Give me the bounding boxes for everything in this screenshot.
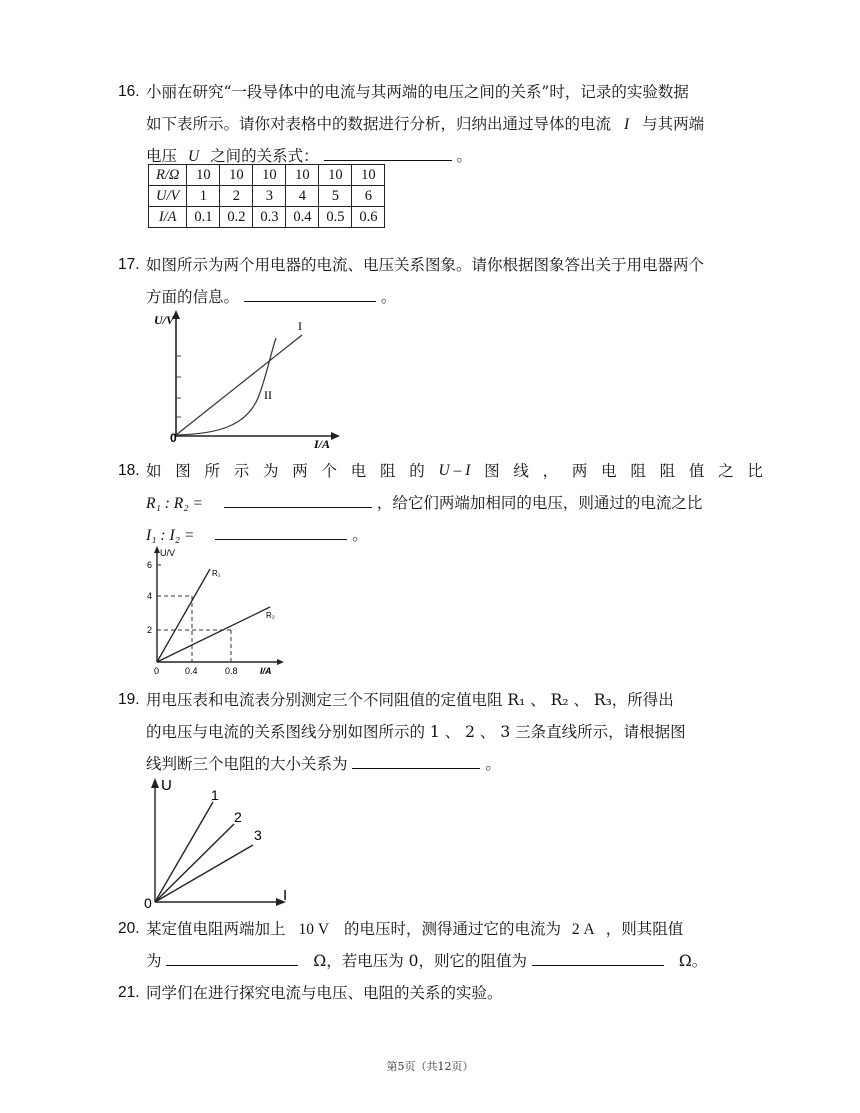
table-cell: 2 — [220, 186, 253, 207]
ratio-R1-R2: R₁ : R₂ = — [146, 495, 203, 512]
answer-blank[interactable] — [166, 947, 298, 966]
x-tick-label: 0.4 — [185, 666, 198, 676]
table-cell: 6 — [352, 186, 385, 207]
voltage-value: 10 V — [298, 921, 330, 938]
table-cell: 0.3 — [253, 207, 286, 228]
question-text-line: R₁ : R₂ = ，给它们两端加相同的电压，则通过的电流之比 — [146, 487, 702, 520]
text-char: U – I — [438, 462, 471, 479]
question-text-line: 线判断三个电阻的大小关系为 。 — [146, 748, 501, 780]
text-char: 为 — [263, 462, 279, 480]
line-1-label: 1 — [211, 787, 219, 803]
table-cell: 3 — [253, 186, 286, 207]
question-text-line: 电压 U 之间的关系式： 。 — [146, 140, 472, 173]
text-char: 阻 — [659, 462, 676, 480]
text-char: 所 — [204, 462, 221, 480]
text-char: 示 — [233, 462, 250, 480]
page-footer: 第5页（共12页） — [386, 1060, 474, 1073]
table-cell: 10 — [187, 165, 220, 186]
y-tick-label: 2 — [147, 625, 153, 635]
answer-blank[interactable] — [532, 947, 664, 966]
row-label: I/A — [149, 207, 187, 228]
question-text-line: 的电压与电流的关系图线分别如图所示的 1 、 2 、 3 三条直线所示，请根据图 — [146, 723, 686, 741]
q17-ui-graph — [148, 308, 348, 450]
table-cell: 0.1 — [187, 207, 220, 228]
line-1 — [155, 802, 213, 902]
x-axis-label: I/A — [314, 437, 331, 450]
table-row — [149, 207, 385, 228]
line-2-label: 2 — [234, 809, 242, 825]
table-cell: 10 — [220, 165, 253, 186]
row-label: U/V — [149, 186, 187, 207]
text-char: 两 — [571, 462, 588, 480]
origin-label: 0 — [144, 895, 152, 910]
question-text-line: 用电压表和电流表分别测定三个不同阻值的定值电阻 R₁ 、 R₂ 、 R₃，所得出 — [146, 691, 674, 709]
table-cell: 4 — [286, 186, 319, 207]
question-number: 18. — [118, 462, 140, 479]
line-I — [176, 335, 302, 435]
line-R2 — [157, 607, 270, 662]
table-row — [149, 186, 385, 207]
text-char: 如 — [146, 462, 162, 480]
text-char: 电 — [601, 462, 617, 480]
text-char: 阻 — [630, 462, 646, 480]
question-text-line: 如下表所示。请你对表格中的数据进行分析，归纳出通过导体的电流 I 与其两端 — [146, 115, 705, 133]
answer-blank[interactable] — [215, 521, 347, 540]
table-cell: 5 — [319, 186, 352, 207]
text-char: 图 — [175, 462, 191, 480]
question-text-line: I₁ : I₂ = 。 — [146, 519, 368, 552]
table-cell: 0.2 — [220, 207, 253, 228]
text-char: ， — [542, 462, 559, 480]
text-char: 两 — [292, 462, 308, 480]
x-tick-label: 0.8 — [225, 666, 238, 676]
text-char: 图 — [484, 462, 500, 480]
table-cell: 10 — [286, 165, 319, 186]
ratio-I1-I2: I₁ : I₂ = — [146, 527, 195, 544]
question-text-line: 方面的信息。 。 — [146, 281, 396, 313]
question-number: 19. — [118, 691, 140, 708]
line-R1 — [157, 569, 210, 662]
answer-blank[interactable] — [244, 283, 376, 302]
x-tick-label: 0 — [154, 666, 160, 676]
table-row — [149, 165, 385, 186]
question-number: 21. — [118, 984, 140, 1001]
variable-U: U — [187, 148, 200, 165]
table-cell: 0.6 — [352, 207, 385, 228]
curve-II — [176, 338, 276, 435]
question-text-line: 为 Ω，若电压为 0，则它的阻值为 Ω。 — [146, 945, 707, 977]
question-text-line: 小丽在研究“一段导体中的电流与其两端的电压之间的关系”时，记录的实验数据 — [146, 83, 689, 101]
text-char: 个 — [321, 462, 338, 480]
row-label: R/Ω — [149, 165, 187, 186]
answer-blank[interactable] — [324, 142, 452, 161]
text-char: 阻 — [380, 462, 396, 480]
question-text-line: 如图所示为两个用电器的电流、电压关系图象。请你根据图象答出关于用电器两个 — [146, 256, 705, 274]
line-R2-label: R₂ — [266, 611, 275, 620]
table-cell: 10 — [352, 165, 385, 186]
curve-II-label: II — [264, 388, 272, 402]
guide-lines — [157, 596, 231, 662]
x-axis-label: I/A — [260, 666, 272, 676]
text-char: 值 — [688, 462, 705, 480]
x-axis-label: I — [283, 887, 288, 904]
table-cell: 10 — [253, 165, 286, 186]
question-text-line — [146, 455, 763, 487]
text-char: 之 — [718, 462, 734, 480]
line-3-label: 3 — [254, 827, 262, 843]
table-cell: 0.5 — [319, 207, 352, 228]
variable-I: I — [623, 116, 630, 133]
question-number: 17. — [118, 256, 140, 273]
answer-blank[interactable] — [224, 489, 372, 508]
line-I-label: I — [298, 319, 302, 333]
question-number: 16. — [118, 83, 140, 100]
current-value: 2 A — [571, 921, 595, 938]
y-tick-label: 6 — [147, 560, 153, 570]
y-axis-label: U — [161, 777, 172, 794]
y-axis-arrow — [151, 778, 159, 788]
text-char: 线 — [513, 462, 529, 480]
table-cell: 10 — [319, 165, 352, 186]
x-axis-arrow — [277, 659, 284, 665]
line-R1-label: R₁ — [212, 569, 221, 578]
question-text-line: 某定值电阻两端加上 10 V 的电压时，测得通过它的电流为 2 A ，则其阻值 — [146, 920, 684, 938]
question-text-line: 同学们在进行探究电流与电压、电阻的关系的实验。 — [146, 984, 503, 1002]
question-number: 20. — [118, 920, 140, 937]
x-axis-arrow — [331, 432, 340, 440]
text-char: 的 — [409, 462, 425, 480]
answer-blank[interactable] — [352, 750, 480, 769]
text-char: 电 — [350, 462, 367, 480]
text-char: 比 — [747, 462, 763, 480]
q18-ui-graph — [140, 544, 290, 680]
y-axis-label: U/V — [160, 548, 176, 558]
table-cell: 1 — [187, 186, 220, 207]
y-axis-label: U/V — [154, 313, 175, 327]
data-table — [148, 164, 385, 228]
y-tick-label: 4 — [147, 591, 153, 601]
q19-ui-graph — [142, 774, 302, 910]
table-cell: 0.4 — [286, 207, 319, 228]
origin-label: 0 — [170, 431, 177, 445]
